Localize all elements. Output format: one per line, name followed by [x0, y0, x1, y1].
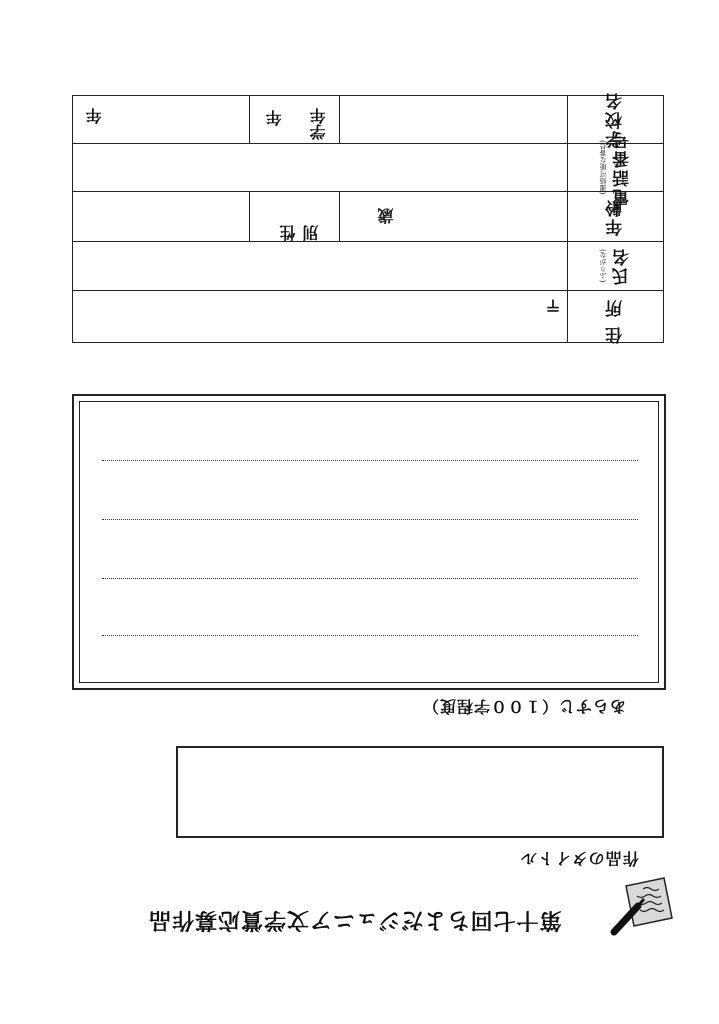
address-field[interactable] [73, 291, 567, 342]
phone-header [567, 129, 663, 206]
school-name-field[interactable] [339, 96, 567, 143]
synopsis-line [102, 519, 638, 520]
work-title-box[interactable] [176, 746, 664, 838]
address-label: 住所 [606, 289, 626, 344]
synopsis-label: あらすじ（１００字程度） [422, 697, 627, 716]
address-header [567, 291, 663, 342]
phone-label: 電話番号 [613, 129, 633, 206]
synopsis-line [102, 635, 638, 636]
synopsis-line [102, 460, 638, 461]
synopsis-box[interactable] [72, 394, 666, 690]
synopsis-inner-frame [79, 401, 659, 683]
name-furigana-note: (ふりがな) [599, 249, 607, 283]
school-row [73, 91, 663, 148]
applicant-info-table [72, 91, 664, 344]
gender-field[interactable] [73, 192, 249, 241]
grade-label: 学年 [309, 108, 328, 140]
age-header [567, 192, 663, 241]
phone-note: (連絡可能な番号) [599, 140, 607, 195]
name-label: 氏名 [613, 247, 633, 285]
age-unit: 歳 [377, 208, 396, 224]
grade-field[interactable] [249, 96, 339, 143]
age-field[interactable] [339, 192, 567, 241]
grade-unit: 年 [265, 110, 284, 126]
synopsis-line [102, 578, 638, 579]
year-field[interactable] [73, 96, 249, 143]
pen-writing-icon [608, 866, 678, 936]
phone-row [73, 129, 663, 206]
name-field[interactable] [73, 242, 567, 290]
address-row [73, 291, 663, 342]
name-row [73, 242, 663, 291]
year-unit: 年 [85, 108, 104, 124]
age-label: 年齢 [606, 197, 626, 236]
phone-field[interactable] [73, 144, 567, 191]
postal-mark: 〒 [544, 296, 561, 315]
school-name-label: 学校名 [606, 91, 626, 148]
contest-heading: 第十七回ちよだジュニア文学賞応募作品 [148, 907, 562, 932]
work-title-label: 作品のタイトル [520, 849, 639, 868]
name-header [567, 242, 663, 290]
age-row [73, 192, 663, 242]
gender-label: 性別 [279, 219, 321, 241]
